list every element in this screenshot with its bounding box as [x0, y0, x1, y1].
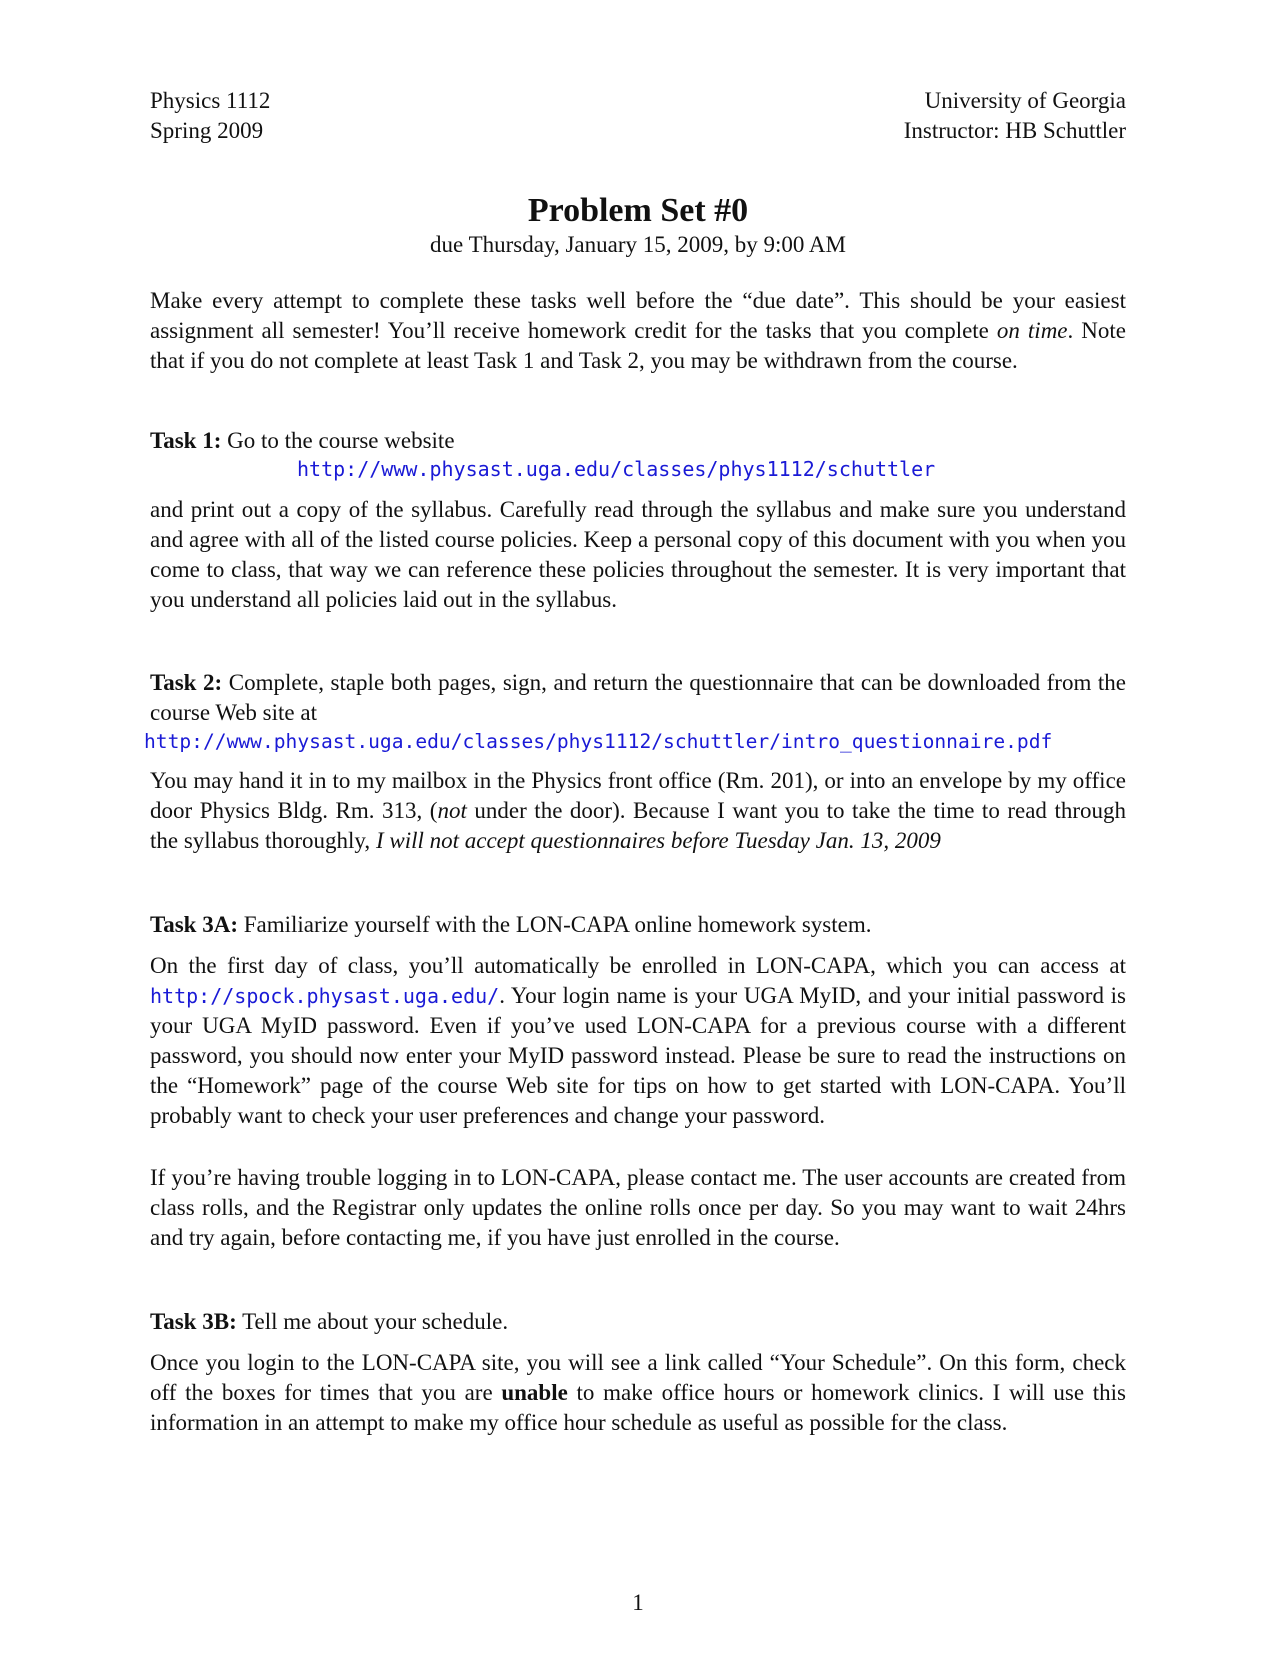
intro-text-b: . Note that if you do not complete at least Task 1 and Task 2, you may be withdrawn from the course. — [150, 318, 1126, 373]
header-right — [904, 86, 1126, 146]
task2-heading — [150, 668, 1126, 728]
page-title: Problem Set #0 — [527, 192, 749, 229]
task3b-p1-a: Once you login to the LON-CAPA site, you will see a link called “Your Schedule”. On this form, check off the boxes for times that you are — [150, 1350, 1126, 1405]
page-number: 1 — [632, 1590, 644, 1615]
task2-body-b: under the door). Because I want you to take the time to read through the syllabus thoroughly, — [150, 798, 1127, 853]
task3b-heading — [150, 1307, 1126, 1337]
task1-url[interactable]: http://www.physast.uga.edu/classes/phys1112/schuttler — [297, 457, 936, 481]
task2-text: Complete, staple both pages, sign, and return the questionnaire that can be downloaded from the course Web site at — [150, 670, 1126, 725]
task3a-heading — [150, 910, 1126, 940]
task3a-paragraph-1 — [150, 951, 1126, 1131]
university: University of Georgia — [924, 88, 1126, 113]
task2-body-emphasis-2: I will not accept questionnaires before Tuesday Jan. 13, 2009 — [375, 828, 941, 853]
term: Spring 2009 — [150, 118, 264, 143]
intro-emphasis: on time — [996, 318, 1068, 343]
task1-text: Go to the course website — [221, 428, 455, 453]
task3a-label: Task 3A: — [150, 912, 238, 937]
task3b-text: Tell me about your schedule. — [236, 1309, 509, 1334]
loncapa-url[interactable]: http://spock.physast.uga.edu/ — [150, 984, 500, 1008]
task3a-p1-a: On the first day of class, you’ll automatically be enrolled in LON-CAPA, which you can access at — [150, 953, 1126, 978]
task1-body: and print out a copy of the syllabus. Carefully read through the syllabus and make sure you understand and agree with all of the listed course policies. Keep a personal copy of this document with you when you come to class, that way we can reference these policies throughout the semester. It is very important that you understand all policies laid out in the syllabus. — [150, 497, 1126, 612]
task3a-paragraph-2: If you’re having trouble logging in to LON-CAPA, please contact me. The user accounts are created from class rolls, and the Registrar only updates the online rolls once per day. So you may want to wait 24hrs and try again, before contacting me, if you have just enrolled in the course. — [150, 1165, 1126, 1250]
task2-body — [150, 766, 1126, 856]
task1-label: Task 1: — [150, 428, 222, 453]
task3b-strong: unable — [501, 1380, 568, 1405]
instructor: Instructor: HB Schuttler — [903, 118, 1126, 143]
task3b-paragraph — [150, 1348, 1126, 1438]
task3a-p1-b: . Your login name is your UGA MyID, and your initial password is your UGA MyID password. Even if you’ve used LON-CAPA for a previous course with a different password, you should now enter your MyID password instead. Please be sure to read the instructions on the “Homework” page of the course Web site for tips on how to get started with LON-CAPA. You’ll probably want to check your user preferences and change your password. — [150, 983, 1126, 1128]
task3a-text: Familiarize yourself with the LON-CAPA online homework system. — [238, 912, 872, 937]
task2-body-a: You may hand it in to my mailbox in the Physics front office (Rm. 201), or into an envelope by my office door Physics Bldg. Rm. 313, ( — [150, 768, 1126, 823]
task1-heading — [150, 426, 1126, 456]
due-date: due Thursday, January 15, 2009, by 9:00 AM — [430, 232, 846, 257]
task3b-p1-b: to make office hours or homework clinics. I will use this information in an attempt to make my office hour schedule as useful as possible for the class. — [150, 1380, 1126, 1435]
intro-paragraph — [150, 286, 1126, 376]
header-left — [150, 86, 270, 146]
task2-body-emphasis: not — [437, 798, 467, 823]
task2-url[interactable]: http://www.physast.uga.edu/classes/phys1112/schuttler/intro_questionnaire.pdf — [144, 730, 1053, 753]
course-name: Physics 1112 — [150, 88, 271, 113]
document-page — [144, 0, 1127, 1656]
intro-text-a: Make every attempt to complete these tasks well before the “due date”. This should be your easiest assignment all semester! You’ll receive homework credit for the tasks that you complete — [150, 288, 1126, 343]
task2-label: Task 2: — [150, 670, 223, 695]
task3b-label: Task 3B: — [150, 1309, 237, 1334]
